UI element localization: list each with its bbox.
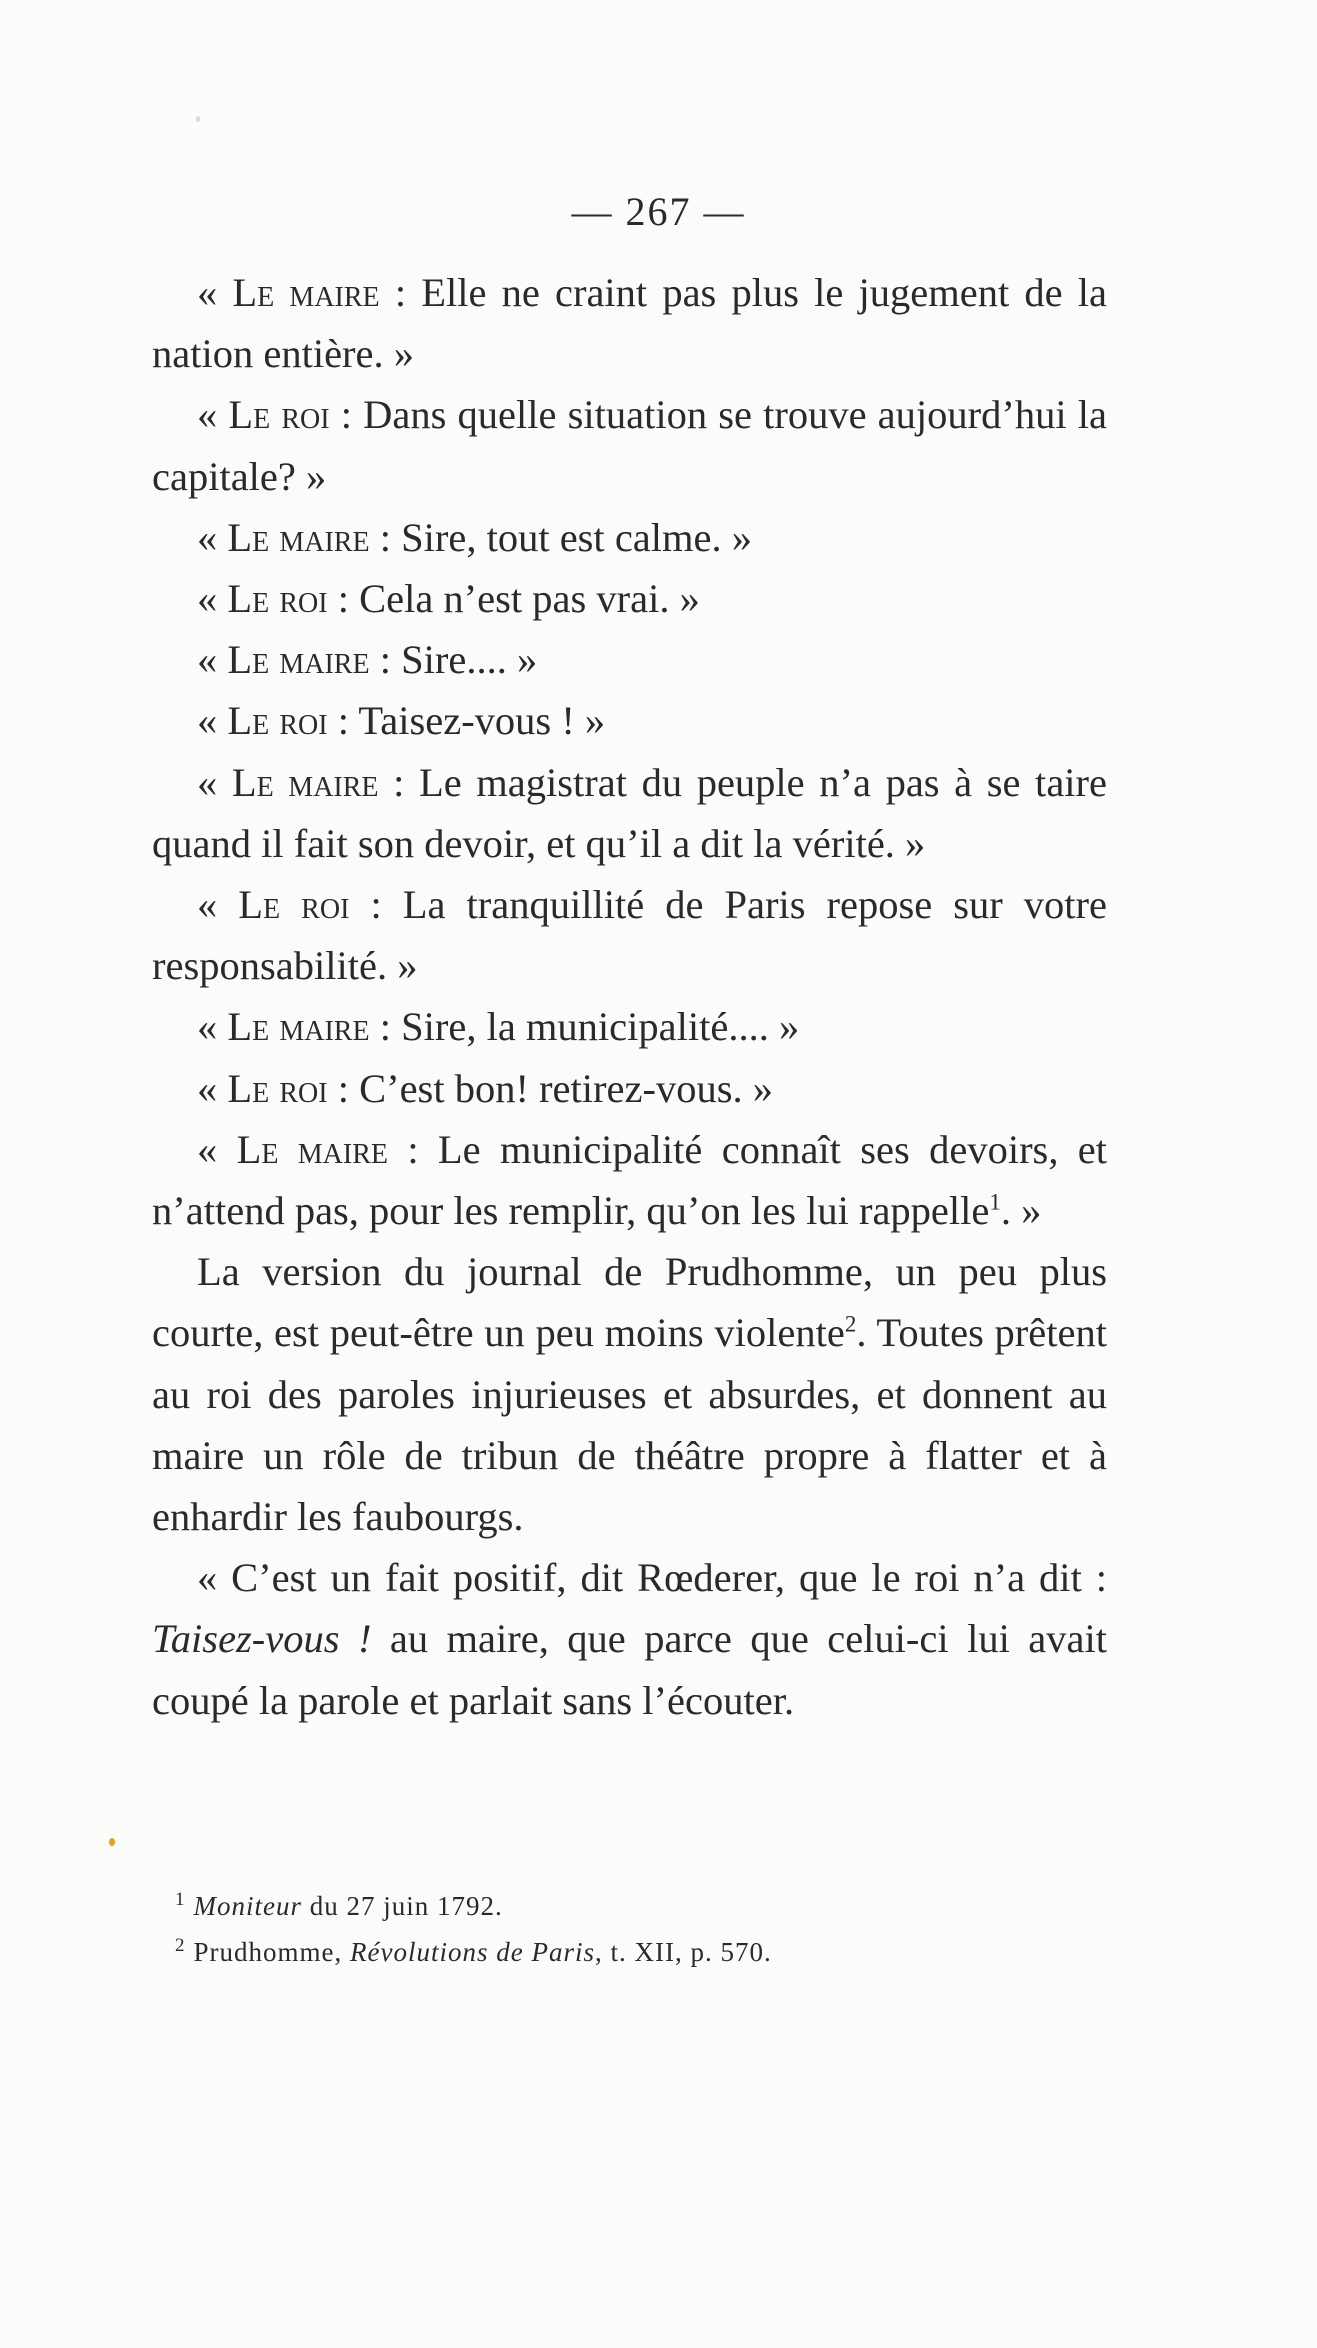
speaker-name: Le maire bbox=[231, 759, 379, 805]
speaker-name: Le roi bbox=[227, 576, 328, 622]
ink-speck bbox=[109, 1838, 115, 1846]
dialogue-line-2: « Le roi : Dans quelle situation se trouve aujourd’hui la capitale? » bbox=[152, 392, 1107, 499]
speaker-name: Le roi bbox=[227, 1065, 328, 1111]
dialogue-line-9: « Le maire : Sire, la municipalité.... » bbox=[197, 1004, 800, 1050]
footnote-number: 2 bbox=[175, 1935, 186, 1956]
speaker-name: Le maire bbox=[236, 1126, 388, 1172]
footnote-number: 1 bbox=[175, 1889, 186, 1910]
dialogue-line-7: « Le maire : Le magistrat du peuple n’a pas à se taire quand il fait son devoir, et qu’il a dit la vérité. » bbox=[152, 759, 1108, 866]
speaker-name: Le maire bbox=[227, 1004, 370, 1050]
dialogue-line-4: « Le roi : Cela n’est pas vrai. » bbox=[197, 576, 700, 622]
page-number: — 267 — bbox=[571, 189, 746, 234]
speaker-name: Le roi bbox=[238, 882, 350, 928]
dialogue-line-8: « Le roi : La tranquillité de Paris repose sur votre responsabilité. » bbox=[152, 882, 1108, 989]
dialogue-line-3: « Le maire : Sire, tout est calme. » bbox=[197, 514, 752, 560]
body-text bbox=[152, 262, 1107, 1731]
speaker-name: Le maire bbox=[232, 270, 380, 315]
footnote-reference: 1 bbox=[989, 1189, 1001, 1215]
dialogue-line-5: « Le maire : Sire.... » bbox=[197, 637, 538, 683]
footnotes bbox=[175, 1880, 1075, 1972]
footnote-reference: 2 bbox=[844, 1311, 857, 1337]
speaker-name: Le maire bbox=[227, 637, 370, 683]
dialogue-line-11: « Le maire : Le municipalité connaît ses devoirs, et n’attend pas, pour les remplir, qu’on les lui rappelle$^1$. » bbox=[152, 1126, 1107, 1234]
italic-quote: Taisez-vous ! bbox=[152, 1616, 372, 1662]
speaker-name: Le roi bbox=[228, 392, 330, 438]
dialogue-line-1: « Le maire : Elle ne craint pas plus le jugement de la nation entière. » bbox=[152, 270, 1108, 377]
ink-speck bbox=[196, 116, 200, 122]
footnote-1: $^1$ Moniteur du 27 juin 1792. bbox=[175, 1889, 503, 1921]
dialogue-line-10: « Le roi : C’est bon! retirez-vous. » bbox=[197, 1065, 773, 1111]
footnote-2: $^2$ Prudhomme, Révolutions de Paris, t. XII, p. 570. bbox=[175, 1935, 772, 1967]
dialogue-line-6: « Le roi : Taisez-vous ! » bbox=[197, 698, 606, 744]
narrative-paragraph-2: « C’est un fait positif, dit Rœderer, que le roi n’a dit : Taisez-vous ! au maire, que parce que celui-ci lui avait coupé la parole et parlait sans l’écouter. bbox=[152, 1555, 1107, 1723]
speaker-name: Le roi bbox=[227, 698, 328, 744]
narrative-paragraph-1: La version du journal de Prudhomme, un peu plus courte, est peut-être un peu moins violente$^2$. Toutes prêtent au roi des paroles injurieuses et absurdes, et donnent au maire un rôle de tribun de théâtre propre à flatter et à enhardir les faubourgs. bbox=[152, 1249, 1107, 1540]
speaker-name: Le maire bbox=[227, 514, 370, 560]
